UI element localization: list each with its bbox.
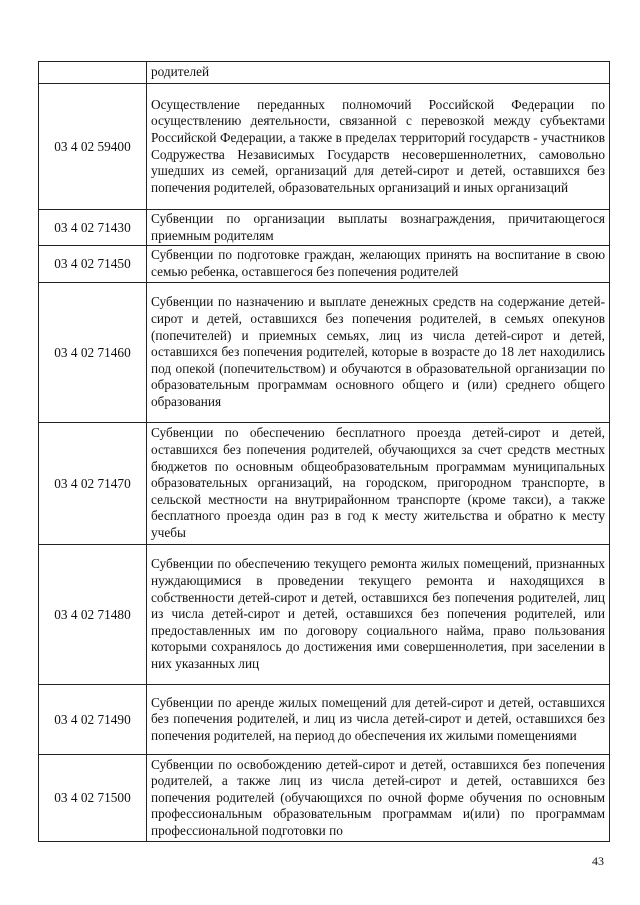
table-row	[39, 84, 610, 210]
table-row	[39, 283, 610, 423]
table-row	[39, 423, 610, 545]
code-cell: 03 4 02 71430	[39, 210, 147, 246]
table-row	[39, 755, 610, 842]
code-cell	[39, 62, 147, 84]
description-cell: Субвенции по обеспечению текущего ремонта жилых помещений, признанных нуждающимися в проведении текущего ремонта и находящихся в собственности детей-сирот и детей, оставшихся без попечения родителей, лиц из числа детей-сирот и детей, оставшихся без попечения родителей, или предоставленных им по договору социального найма, право пользования которыми сохранялось до достижения ими совершеннолетия, при заселении в них указанных лиц	[147, 545, 610, 685]
code-cell: 03 4 02 59400	[39, 84, 147, 210]
description-cell: Осуществление переданных полномочий Российской Федерации по осуществлению деятельности, связанной с перевозкой между субъектами Российской Федерации, а также в пределах территорий государств - участников Содружества Независимых Государств несовершеннолетних, самовольно ушедших из семей, организаций для детей-сирот и детей, оставшихся без попечения родителей, образовательных организаций и иных организаций	[147, 84, 610, 210]
description-cell: Субвенции по освобождению детей-сирот и детей, оставшихся без попечения родителей, а также лиц из числа детей-сирот и детей, оставшихся без попечения родителей (обучающихся по очной форме обучения по основным профессиональным образовательным программам и(или) по программам профессиональной подготовки по	[147, 755, 610, 842]
budget-classification-table	[38, 61, 610, 842]
description-cell: Субвенции по аренде жилых помещений для детей-сирот и детей, оставшихся без попечения родителей, и лиц из числа детей-сирот и детей, оставшихся без попечения родителей, на период до обеспечения их жилыми помещениями	[147, 685, 610, 755]
code-cell: 03 4 02 71460	[39, 283, 147, 423]
code-cell: 03 4 02 71450	[39, 246, 147, 283]
description-cell: Субвенции по организации выплаты вознаграждения, причитающегося приемным родителям	[147, 210, 610, 246]
page-number: 43	[592, 854, 604, 868]
description-cell: Субвенции по назначению и выплате денежных средств на содержание детей-сирот и детей, оставшихся без попечения родителей, в семьях опекунов (попечителей) и приемных семьях, лиц из числа детей-сирот и детей, оставшихся без попечения родителей, которые в возрасте до 18 лет находились под опекой (попечительством) и обучаются в образовательной организации по образовательным программам основного общего и (или) среднего общего образования	[147, 283, 610, 423]
code-cell: 03 4 02 71490	[39, 685, 147, 755]
description-cell: родителей	[147, 62, 610, 84]
table-row	[39, 62, 610, 84]
code-cell: 03 4 02 71480	[39, 545, 147, 685]
table-row	[39, 210, 610, 246]
description-cell: Субвенции по обеспечению бесплатного проезда детей-сирот и детей, оставшихся без попечения родителей, обучающихся за счет средств местных бюджетов по основным общеобразовательным программам муниципальных образовательных организаций, на городском, пригородном транспорте, в сельской местности на внутрирайонном транспорте (кроме такси), а также бесплатного проезда один раз в год к месту жительства и обратно к месту учебы	[147, 423, 610, 545]
code-cell: 03 4 02 71500	[39, 755, 147, 842]
description-cell: Субвенции по подготовке граждан, желающих принять на воспитание в свою семью ребенка, оставшегося без попечения родителей	[147, 246, 610, 283]
table-row	[39, 246, 610, 283]
code-cell: 03 4 02 71470	[39, 423, 147, 545]
table-row	[39, 545, 610, 685]
table-row	[39, 685, 610, 755]
